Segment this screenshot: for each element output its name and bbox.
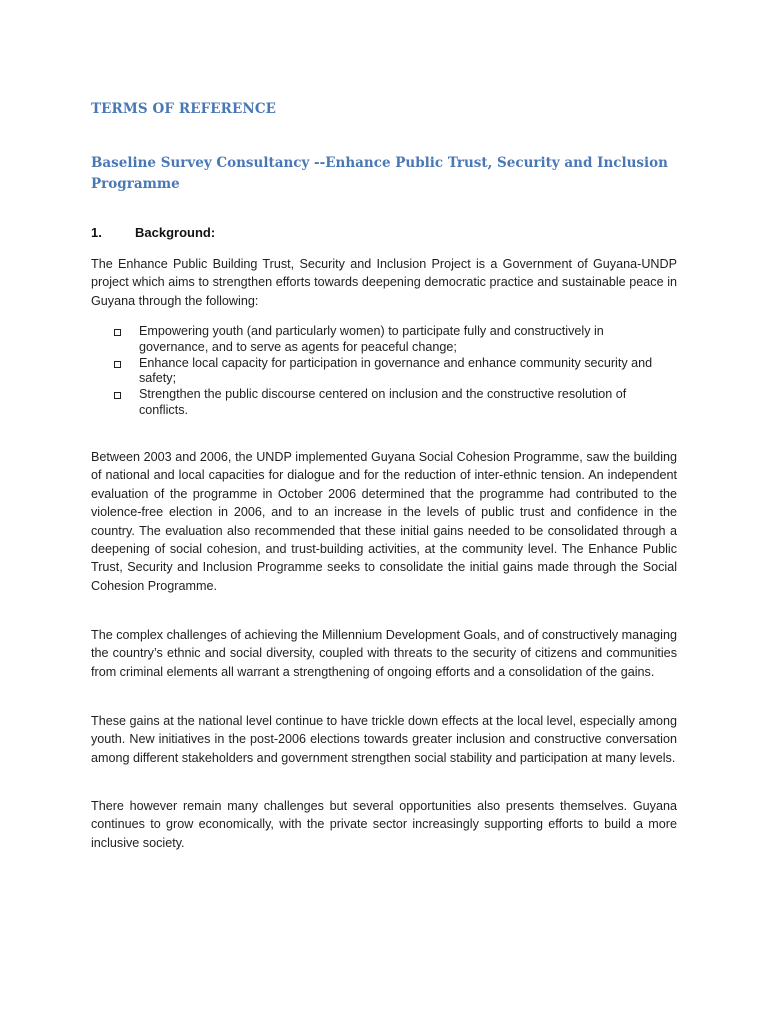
document-title: TERMS OF REFERENCE [91, 101, 277, 117]
list-item-text: Enhance local capacity for participation in governance and enhance community security and safety; [139, 355, 653, 385]
paragraph-opportunities: There however remain many challenges but several opportunities also presents themselves. Guyana continues to grow economically, with the private sector increasingly supporting efforts to build a more inclusive society. [91, 799, 677, 850]
document-subtitle: Baseline Survey Consultancy --Enhance Public Trust, Security and Inclusion Programme [91, 155, 668, 192]
square-bullet-icon [114, 361, 121, 368]
paragraph-gains: These gains at the national level continue to have trickle down effects at the local level, especially among youth. New initiatives in the post-2006 elections towards greater inclusion and constructive conversation among different stakeholders and government strengthen social stability and participation at many levels. [91, 714, 677, 765]
square-bullet-icon [114, 329, 121, 336]
paragraph-history: Between 2003 and 2006, the UNDP implemented Guyana Social Cohesion Programme, saw the building of national and local capacities for dialogue and for the reduction of inter-ethnic tension. An independent evaluation of the programme in October 2006 determined that the programme had contributed to the violence-free election in 2006, and to an increase in the levels of public trust and confidence in the country. The evaluation also recommended that these initial gains needed to be consolidated through a deepening of social cohesion, and trust-building activities, at the community level. The Enhance Public Trust, Security and Inclusion Programme seeks to consolidate the initial gains made through the Social Cohesion Programme. [91, 450, 677, 593]
paragraph-challenges: The complex challenges of achieving the Millennium Development Goals, and of constructively managing the country’s ethnic and social diversity, coupled with threats to the security of citizens and communities from criminal elements all warrant a strengthening of ongoing efforts and a consolidation of the gains. [91, 628, 677, 679]
square-bullet-icon [114, 392, 121, 399]
list-item-text: Strengthen the public discourse centered on inclusion and the constructive resolution of conflicts. [139, 387, 627, 417]
list-item [91, 356, 677, 387]
list-item [91, 387, 677, 418]
list-item [91, 324, 677, 355]
section-heading-background [91, 225, 215, 240]
section-label: Background [135, 225, 211, 240]
objectives-list [91, 324, 677, 419]
section-number: 1. [91, 225, 102, 240]
list-item-text: Empowering youth (and particularly women) to participate fully and constructively in governance, and to serve as agents for peaceful change; [139, 324, 604, 354]
intro-paragraph: The Enhance Public Building Trust, Security and Inclusion Project is a Government of Guyana-UNDP project which aims to strengthen efforts towards deepening democratic practice and sustainable peace in Guyana through the following: [91, 257, 677, 308]
section-suffix: : [210, 225, 216, 240]
